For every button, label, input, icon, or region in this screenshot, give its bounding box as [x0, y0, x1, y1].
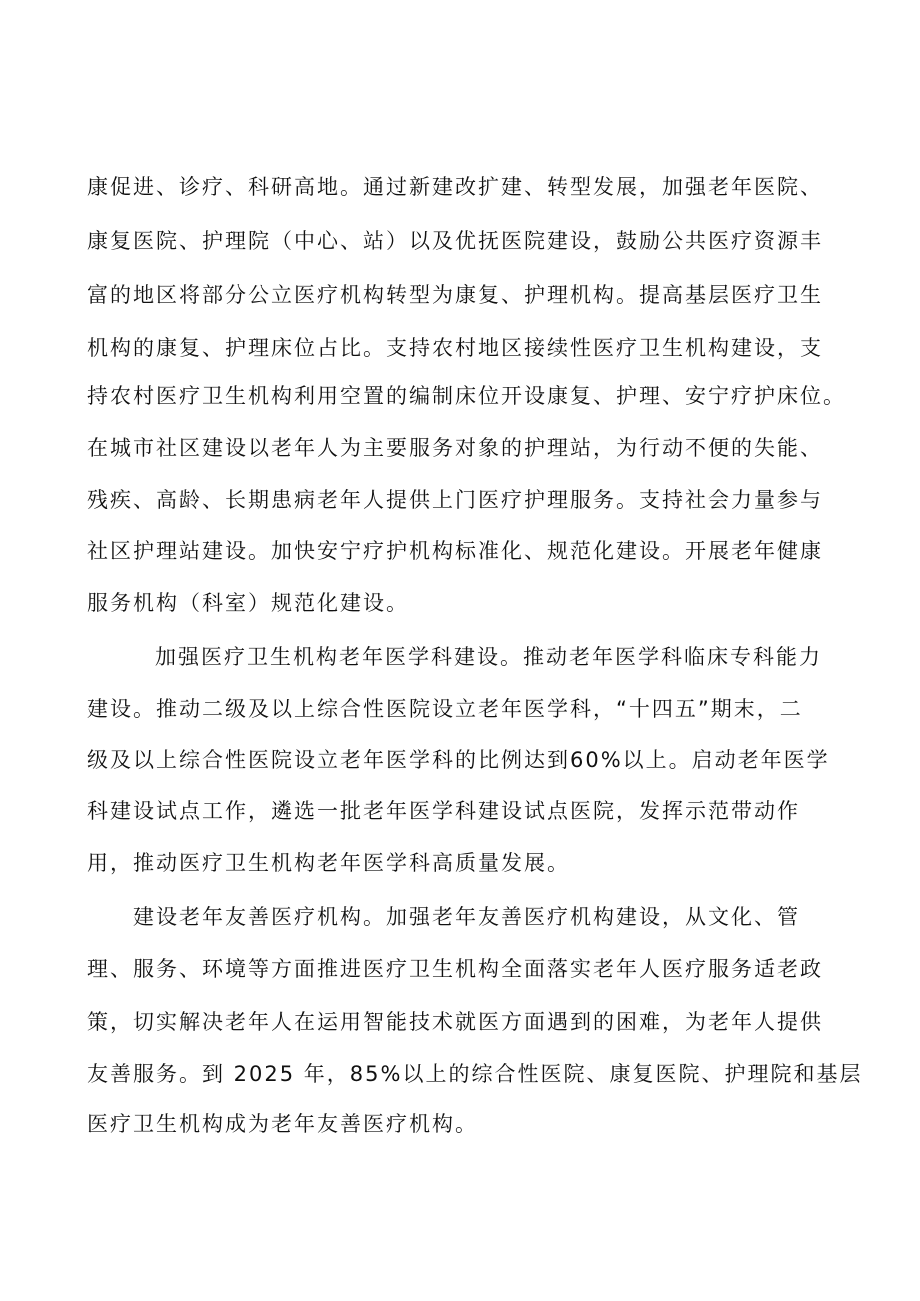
- paragraph-line: 社区护理站建设。加快安宁疗护机构标准化、规范化建设。开展老年健康: [87, 539, 823, 563]
- paragraph-line: 友善服务。到 2025 年，85%以上的综合性医院、康复医院、护理院和基层: [87, 1062, 863, 1086]
- paragraph-line: 加强医疗卫生机构老年医学科建设。推动老年医学科临床专科能力: [155, 645, 822, 669]
- paragraph-line: 策，切实解决老年人在运用智能技术就医方面遇到的困难，为老年人提供: [87, 1010, 823, 1034]
- paragraph-line: 机构的康复、护理床位占比。支持农村地区接续性医疗卫生机构建设，支: [87, 336, 823, 360]
- paragraph-line: 用，推动医疗卫生机构老年医学科高质量发展。: [87, 851, 570, 875]
- paragraph-line: 持农村医疗卫生机构利用空置的编制床位开设康复、护理、安宁疗护床位。: [87, 384, 846, 408]
- paragraph-line: 残疾、高龄、长期患病老年人提供上门医疗护理服务。支持社会力量参与: [87, 488, 823, 512]
- paragraph-line: 建设。推动二级及以上综合性医院设立老年医学科，“十四五”期末，二: [87, 697, 803, 721]
- paragraph-line: 科建设试点工作，遴选一批老年医学科建设试点医院，发挥示范带动作: [87, 799, 800, 823]
- paragraph-line: 康复医院、护理院（中心、站）以及优抚医院建设，鼓励公共医疗资源丰: [87, 229, 823, 253]
- paragraph-line: 在城市社区建设以老年人为主要服务对象的护理站，为行动不便的失能、: [87, 436, 823, 460]
- paragraph-line: 建设老年友善医疗机构。加强老年友善医疗机构建设，从文化、管: [133, 905, 800, 929]
- paragraph-line: 医疗卫生机构成为老年友善医疗机构。: [87, 1112, 478, 1136]
- paragraph-line: 康促进、诊疗、科研高地。通过新建改扩建、转型发展，加强老年医院、: [87, 175, 823, 199]
- paragraph-line: 理、服务、环境等方面推进医疗卫生机构全面落实老年人医疗服务适老政: [87, 957, 823, 981]
- paragraph-line: 富的地区将部分公立医疗机构转型为康复、护理机构。提高基层医疗卫生: [87, 283, 823, 307]
- paragraph-line: 服务机构（科室）规范化建设。: [87, 591, 409, 615]
- paragraph-line: 级及以上综合性医院设立老年医学科的比例达到60%以上。启动老年医学: [87, 748, 830, 772]
